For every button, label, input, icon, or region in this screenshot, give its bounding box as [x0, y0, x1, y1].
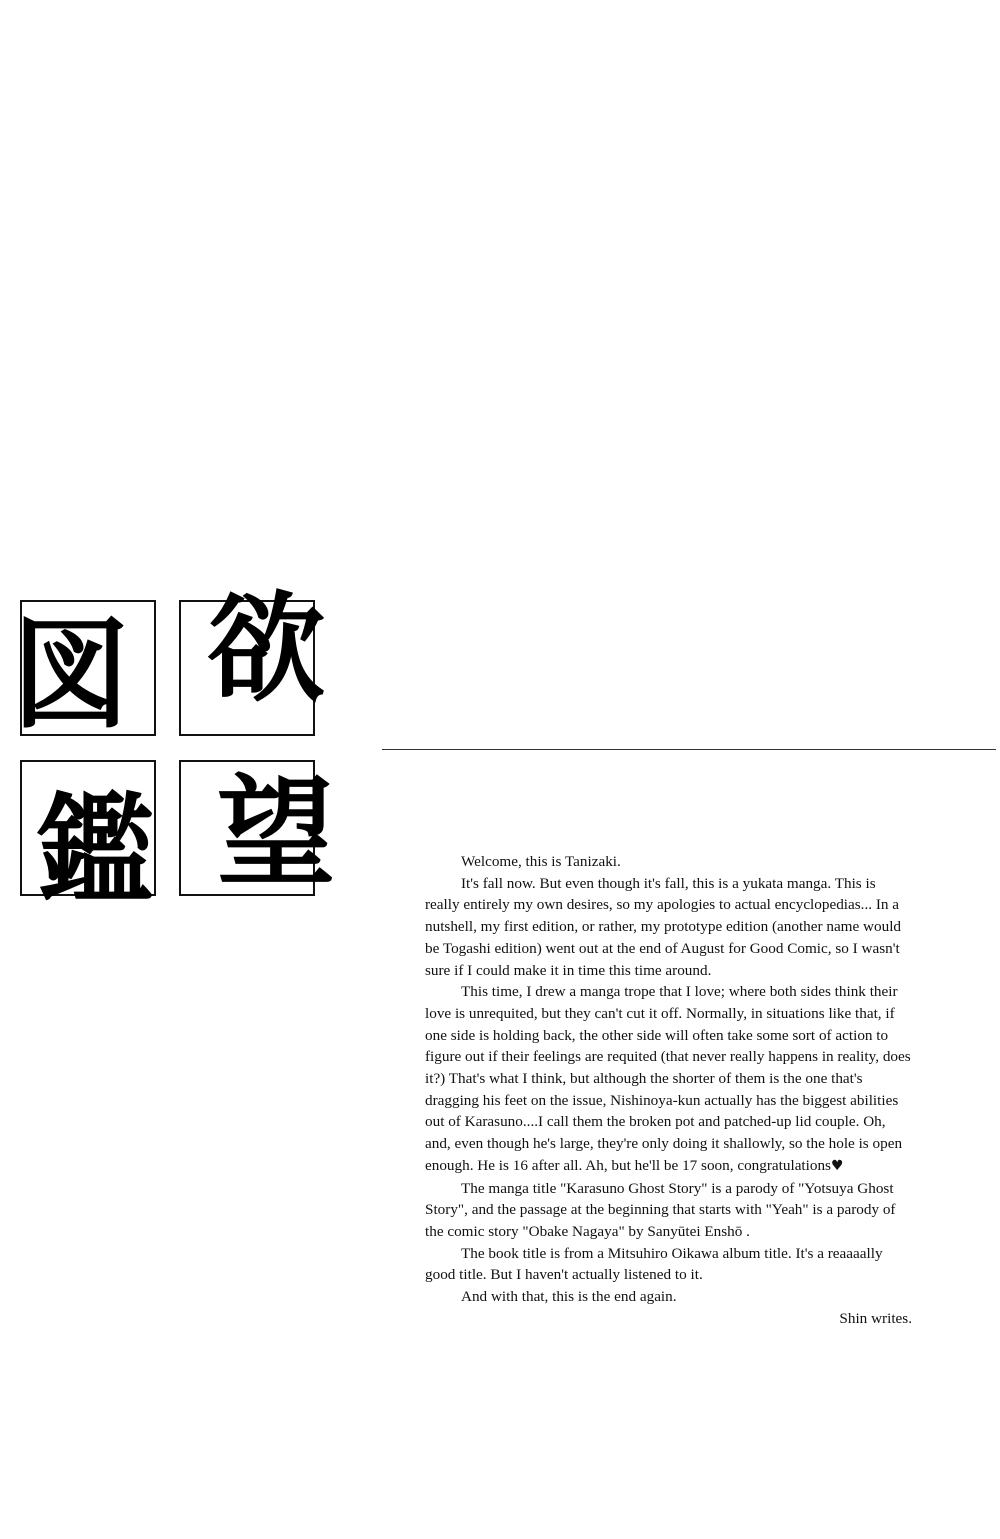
afterword-paragraph-text: This time, I drew a manga trope that I love; where both sides think their love is unrequited, but they can't cut it off. Normally, in situations like that, if one side is holding back, the other side will often take some sort of action to figure out if their feelings are requited (that never really happens in reality, does it?) That's what I think, but although the shorter of them is the one that's dragging his feet on the issue, Nishinoya-kun actually has the biggest abilities out of Karasuno....I call them the broken pot and patched-up lid couple. Oh, and, even though he's large, they're only doing it shallowly, so the hole is open enough. He is 16 after all. Ah, but he'll be 17 soon, congratulations: [425, 983, 911, 1174]
afterword-signature: Shin writes.: [839, 1309, 912, 1327]
afterword-paragraph: [425, 873, 912, 982]
afterword-paragraph: [425, 981, 912, 1177]
afterword-paragraph: Welcome, this is Tanizaki.: [461, 853, 621, 870]
title-kanji-kan: 鑑: [36, 781, 155, 920]
title-kanji-bou-box: [179, 760, 336, 902]
title-kanji-zu-box: [12, 600, 156, 744]
heart-icon: ♥: [830, 1157, 844, 1174]
afterword-paragraph: And with that, this is the end again.: [461, 1288, 677, 1306]
section-divider: [382, 749, 996, 750]
afterword-paragraph-text: It's fall now. But even though it's fall, this is a yukata manga. This is really entirely my own desires, so my apologies to actual encyclopedias... In a nutshell, my first edition, or rather, my prototype edition (another name would be Togashi edition) went out at the end of August for Good Comic, so I wasn't sure if I could make it in time this time around.: [425, 874, 902, 979]
title-kanji-kan-box: [20, 760, 156, 920]
title-kanji-bou: 望: [217, 763, 336, 902]
title-kanji-yoku-box: [179, 579, 326, 736]
title-kanji-zu: 図: [12, 605, 131, 744]
afterword-paragraph: The book title is from a Mitsuhiro Oikawa album title. It's a reaaaally good title. But I haven't actually listened to it.: [425, 1244, 883, 1284]
title-kanji-yoku: 欲: [207, 579, 326, 718]
afterword-text: [425, 851, 912, 1329]
afterword-paragraph: The manga title "Karasuno Ghost Story" is a parody of "Yotsuya Ghost Story", and the passage at the beginning that starts with "Yeah" is a parody of the comic story "Obake Nagaya" by Sanyūtei Enshō .: [425, 1179, 896, 1240]
